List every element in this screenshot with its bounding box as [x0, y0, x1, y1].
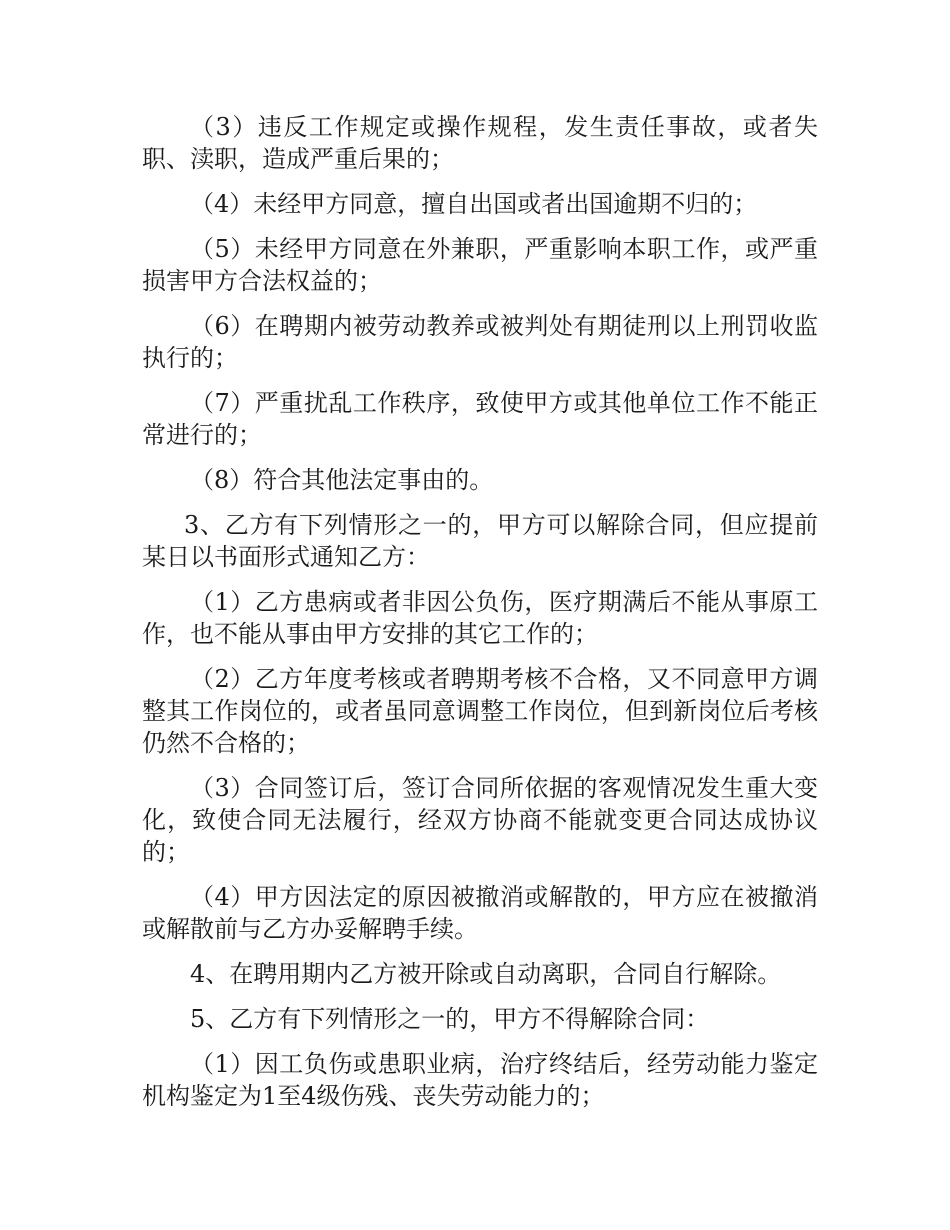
- section-3-item-4: （4）甲方因法定的原因被撤消或解散的，甲方应在被撤消或解散前与乙方办妥解聘手续。: [142, 883, 818, 943]
- section-3-item-3: （3）合同签订后，签订合同所依据的客观情况发生重大变化，致使合同无法履行，经双方协商不能就变更合同达成协议的；: [142, 774, 818, 866]
- section-5-heading: 5、乙方有下列情形之一的，甲方不得解除合同：: [190, 1005, 710, 1033]
- clause-3-item-7: （7）严重扰乱工作秩序，致使甲方或其他单位工作不能正常进行的；: [142, 389, 818, 449]
- clause-3-item-4: （4）未经甲方同意，擅自出国或者出国逾期不归的；: [190, 190, 758, 218]
- clause-3-item-6: （6）在聘期内被劳动教养或被判处有期徒刑以上刑罚收监执行的；: [142, 312, 818, 372]
- section-5-item-1: （1）因工负伤或患职业病，治疗终结后，经劳动能力鉴定机构鉴定为1至4级伤残、丧失劳动能力的；: [142, 1050, 818, 1110]
- clause-3-item-5: （5）未经甲方同意在外兼职，严重影响本职工作，或严重损害甲方合法权益的；: [142, 235, 818, 295]
- section-3-item-2: （2）乙方年度考核或者聘期考核不合格，又不同意甲方调整其工作岗位的，或者虽同意调整工作岗位，但到新岗位后考核仍然不合格的；: [142, 665, 818, 757]
- clause-3-item-8: （8）符合其他法定事由的。: [190, 466, 494, 494]
- clause-3-item-3: （3）违反工作规定或操作规程，发生责任事故，或者失职、渎职，造成严重后果的；: [142, 113, 818, 173]
- section-3-item-1: （1）乙方患病或者非因公负伤，医疗期满后不能从事原工作，也不能从事由甲方安排的其它工作的；: [142, 588, 818, 648]
- document-body: [142, 111, 818, 1125]
- section-4: 4、在聘用期内乙方被开除或自动离职，合同自行解除。: [190, 960, 782, 988]
- section-3-heading: 3、乙方有下列情形之一的，甲方可以解除合同，但应提前某日以书面形式通知乙方：: [142, 511, 818, 571]
